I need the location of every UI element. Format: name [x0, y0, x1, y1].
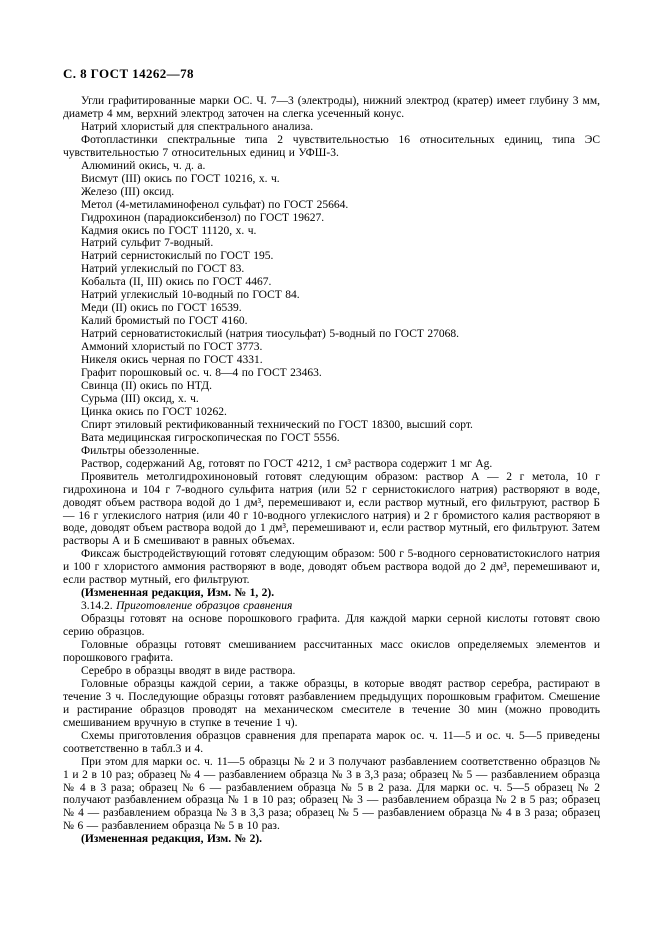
document-paragraph [63, 756, 600, 834]
document-paragraph [63, 730, 600, 756]
text-run: Натрий углекислый по ГОСТ 83. [81, 263, 245, 276]
text-run: Вата медицинская гигроскопическая по ГОСТ 5556. [81, 431, 340, 444]
document-paragraph [63, 419, 600, 432]
document-paragraph [63, 548, 600, 587]
italic-text: Приготовление образцов сравнения [116, 600, 293, 613]
document-paragraph [63, 458, 600, 471]
text-run: Натрий углекислый 10-водный по ГОСТ 84. [81, 289, 300, 302]
amendment-note-2 [63, 833, 600, 846]
text-run: Свинца (II) окись по НТД. [81, 379, 212, 392]
document-paragraph [63, 328, 600, 341]
document-paragraph [63, 186, 600, 199]
text-run: При этом для марки ос. ч. 11—5 образцы № 2 и 3 получают разбавлением соответственно образцов № 1 и 2 в 10 раз; образец № 4 — разбавлением образца № 3 в 3,3 раза; образец № 5 — разбавлением образца № 4 в 3 раза; образец № 6 — разбавлением образца № 5 в 2 раза. Для марки ос. ч. 5—5 образец № 2 получают разбавлением образца № 1 в 10 раз; образец № 3 — разбавлением образца № 2 в 5 раз; образец № 4 — разбавлением образца № 3 в 3,3 раза; образец № 5 — разбавлением образца № 4 в 3 раза; образец № 6 — разбавлением образца № 5 в 10 раз. [63, 755, 600, 833]
bold-text: (Измененная редакция, Изм. № 2). [81, 833, 263, 846]
document-paragraph [63, 225, 600, 238]
text-run: Раствор, содержаний Ag, готовят по ГОСТ 4212, 1 см³ раствора содержит 1 мг Ag. [81, 457, 493, 470]
document-paragraph [63, 276, 600, 289]
text-run: Натрий хлористый для спектрального анализа. [81, 120, 314, 133]
text-run: Графит порошковый ос. ч. 8—4 по ГОСТ 23463. [81, 367, 322, 380]
document-paragraph [63, 212, 600, 225]
document-paragraph [63, 471, 600, 549]
text-run: Кобальта (II, III) окись по ГОСТ 4467. [81, 276, 272, 289]
text-run: Образцы готовят на основе порошкового графита. Для каждой марки серной кислоты готовят свою серию образцов. [63, 613, 600, 639]
text-run: Натрий сернистокислый по ГОСТ 195. [81, 250, 274, 263]
text-run: Меди (II) окись по ГОСТ 16539. [81, 302, 242, 315]
document-paragraph [63, 121, 600, 134]
document-paragraph [63, 302, 600, 315]
text-run: Фиксаж быстродействующий готовят следующим образом: 500 г 5-водного серноватистокислого натрия и 100 г хлористого аммония растворяют в воде, доводят объем раствора водой до 2 дм³, перемешивают и, если раствор мутный, его фильтруют. [63, 548, 600, 587]
document-paragraph [63, 406, 600, 419]
document-paragraph [63, 237, 600, 250]
text-run: Схемы приготовления образцов сравнения для препарата марок ос. ч. 11—5 и ос. ч. 5—5 приведены соответственно в табл.3 и 4. [63, 729, 600, 755]
document-paragraph [63, 173, 600, 186]
section-heading-3-14-2 [63, 600, 600, 613]
text-run: Железо (III) оксид. [81, 185, 175, 198]
document-paragraph [63, 95, 600, 121]
text-run: Сурьма (III) оксид, х. ч. [81, 392, 199, 405]
text-run: Гидрохинон (парадиоксибензол) по ГОСТ 19627. [81, 211, 325, 224]
document-paragraph [63, 613, 600, 639]
text-run: Фотопластинки спектральные типа 2 чувствительностью 16 относительных единиц, типа ЭС чувствительностью 7 относительных единиц и УФШ-3. [63, 133, 600, 159]
document-paragraph [63, 367, 600, 380]
text-run: Метол (4-метиламинофенол сульфат) по ГОСТ 25664. [81, 198, 349, 211]
text-run: Натрий серноватистокислый (натрия тиосульфат) 5-водный по ГОСТ 27068. [81, 328, 460, 341]
text-run: Угли графитированные марки ОС. Ч. 7—3 (электроды), нижний электрод (кратер) имеет глубину 3 мм, диаметр 4 мм, верхний электрод заточен на слегка усеченный конус. [63, 95, 600, 120]
text-run: Головные образцы готовят смешиванием рассчитанных масс окислов определяемых элементов и порошкового графита. [63, 639, 600, 664]
document-paragraph [63, 134, 600, 160]
document-paragraph [63, 289, 600, 302]
document-paragraph [63, 665, 600, 678]
text-run: Натрий сульфит 7-водный. [81, 237, 214, 250]
document-paragraph [63, 199, 600, 212]
bold-text: (Измененная редакция, Изм. № 1, 2). [81, 587, 275, 600]
document-paragraph [63, 315, 600, 328]
text-run: Головные образцы каждой серии, а также образцы, в которые вводят раствор серебра, растирают в течение 3 ч. Последующие образцы готовят разбавлением предыдущих порошковым графитом. Смешение и растирание образцов проводят на механическом смесителе в течение 30 мин (можно проводить смешиванием вручную в ступке в течение 1 ч). [63, 677, 600, 729]
text-run: Фильтры обеззоленные. [81, 444, 200, 457]
document-paragraph [63, 432, 600, 445]
document-paragraph [63, 678, 600, 730]
text-run: Кадмия окись по ГОСТ 11120, х. ч. [81, 224, 257, 237]
document-paragraph [63, 263, 600, 276]
text-run: Калий бромистый по ГОСТ 4160. [81, 315, 248, 328]
document-paragraph [63, 160, 600, 173]
document-text [63, 95, 600, 846]
text-run: Спирт этиловый ректификованный технический по ГОСТ 18300, высший сорт. [81, 418, 473, 431]
amendment-note-1 [63, 587, 600, 600]
document-paragraph [63, 393, 600, 406]
document-paragraph [63, 445, 600, 458]
text-run: Висмут (III) окись по ГОСТ 10216, х. ч. [81, 172, 280, 185]
document-paragraph [63, 341, 600, 354]
document-paragraph [63, 250, 600, 263]
page-header: С. 8 ГОСТ 14262—78 [63, 66, 194, 81]
text-run: Проявитель метолгидрохиноновый готовят следующим образом: раствор А — 2 г метола, 10 г гидрохинона и 104 г 7-водного сульфита натрия (или 52 г сернистокислого натрия) растворяют в воде, доводят объем раствора водой до 1 дм³, перемешивают и, если раствор мутный, его фильтруют, раствор Б — 16 г углекислого натрия (или 40 г 10-водного углекислого натрия) и 2 г бромистого калия растворяют в воде, доводят объем раствора водой до 1 дм³, перемешивают и, если раствор мутный, его фильтруют. Затем растворы А и Б смешивают в равных объемах. [63, 470, 600, 548]
text-run: Алюминий окись, ч. д. а. [81, 159, 206, 172]
text-run: Аммоний хлористый по ГОСТ 3773. [81, 341, 263, 354]
text-run: Цинка окись по ГОСТ 10262. [81, 405, 227, 418]
text-run: Никеля окись черная по ГОСТ 4331. [81, 354, 263, 367]
text-run: Серебро в образцы вводят в виде раствора. [81, 664, 296, 677]
text-run: 3.14.2. [81, 600, 117, 613]
document-paragraph [63, 380, 600, 393]
document-paragraph [63, 354, 600, 367]
document-paragraph [63, 639, 600, 665]
